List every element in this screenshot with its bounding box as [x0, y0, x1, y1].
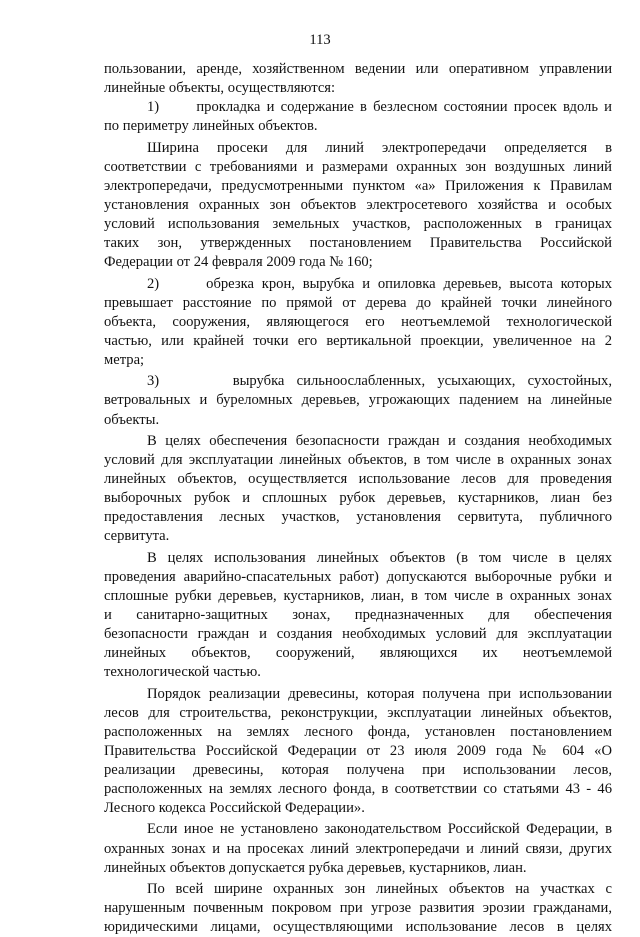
body-text	[104, 60, 612, 937]
text-line: нарушенным почвенным покровом при угрозе развития эрозии гражданами,	[104, 900, 612, 917]
list-item-line: 1) прокладка и содержание в безлесном состоянии просек вдоль и	[147, 99, 612, 116]
text-line: объекта, сооружения, являющегося его неотъемлемой технологической	[104, 313, 612, 330]
text-line: по периметру линейных объектов.	[104, 118, 318, 135]
text-line: расположенных на землях лесного фонда, в соответствии со статьями 43 - 46	[104, 781, 612, 798]
text-line: и санитарно-защитных зонах, предназначенных для обеспечения	[104, 606, 612, 623]
text-line: метра;	[104, 352, 145, 369]
text-line: условий для эксплуатации линейных объектов, в том числе в охранных зонах	[104, 451, 612, 468]
text-line: расположенных на землях лесного фонда, установлен постановлением	[104, 723, 612, 740]
text-line: реализации древесины, которая получена при использовании лесов,	[104, 762, 612, 779]
list-item-line: 3) вырубка сильноослабленных, усыхающих, сухостойных,	[147, 373, 612, 390]
list-item-line: 2) обрезка крон, вырубка и опиловка деревьев, высота которых	[147, 275, 612, 292]
paragraph-first-line: Порядок реализации древесины, которая получена при использовании	[147, 685, 612, 702]
text-line: установления охранных зон объектов электросетевого хозяйства и особых	[104, 196, 612, 213]
text-line: сплошные рубки деревьев, кустарников, лиан, в том числе в охранных зонах	[104, 587, 612, 604]
text-line: технологической частью.	[104, 664, 261, 681]
paragraph-first-line: Ширина просеки для линий электропередачи определяется в	[147, 139, 612, 156]
text-line: превышает расстояние по прямой от дерева до крайней точки линейного	[104, 294, 612, 311]
text-line: линейные объекты, осуществляются:	[104, 80, 336, 97]
text-line: Правительства Российской Федерации от 23 июля 2009 года № 604 «О	[104, 742, 612, 759]
text-line: соответствии с требованиями и размерами охранных зон воздушных линий	[104, 158, 612, 175]
text-line: частью, или крайней точки его вертикальной проекции, увеличенное на 2	[104, 332, 612, 349]
text-line: линейных объектов, сооружений, являющихся их неотъемлемой	[104, 645, 612, 662]
text-line: юридическими лицами, осуществляющими использование лесов в целях	[104, 919, 612, 936]
text-line: Лесного кодекса Российской Федерации».	[104, 800, 365, 817]
text-line: линейных объектов, осуществляется использование лесов для проведения	[104, 470, 612, 487]
text-line: Федерации от 24 февраля 2009 года № 160;	[104, 254, 373, 271]
page-number: 113	[309, 32, 331, 48]
text-line: электропередачи, предусмотренными пунктом «а» Приложения к Правилам	[104, 177, 612, 194]
paragraph-first-line: В целях использования линейных объектов (в том числе в целях	[147, 549, 612, 566]
text-line: ветровальных и буреломных деревьев, угрожающих падением на линейные	[104, 392, 612, 409]
text-line: охранных зонах и на просеках линий электропередачи и линий связи, других	[104, 840, 612, 857]
paragraph-first-line: В целях обеспечения безопасности граждан и создания необходимых	[147, 432, 612, 449]
text-line: безопасности граждан и создания необходимых условий для эксплуатации	[104, 626, 612, 643]
text-line: условий использования земельных участков, расположенных в границах	[104, 216, 612, 233]
text-line: проведения аварийно-спасательных работ) допускаются выборочные рубки и	[104, 568, 612, 585]
text-line: линейных объектов допускается рубка деревьев, кустарников, лиан.	[104, 859, 527, 876]
text-line: пользовании, аренде, хозяйственном ведении или оперативном управлении	[104, 61, 612, 77]
text-line: предоставления лесных участков, установления сервитута, публичного	[104, 509, 612, 526]
paragraph-first-line: Если иное не установлено законодательством Российской Федерации, в	[147, 821, 612, 838]
text-line: объекты.	[104, 411, 160, 428]
text-line: таких зон, утвержденных постановлением Правительства Российской	[104, 235, 612, 252]
text-line: выборочных рубок и сплошных рубок деревьев, кустарников, лиан без	[104, 490, 612, 507]
text-line: лесов для строительства, реконструкции, эксплуатации линейных объектов,	[104, 704, 612, 721]
text-line: сервитута.	[104, 528, 170, 545]
paragraph-first-line: По всей ширине охранных зон линейных объектов на участках с	[147, 880, 612, 897]
